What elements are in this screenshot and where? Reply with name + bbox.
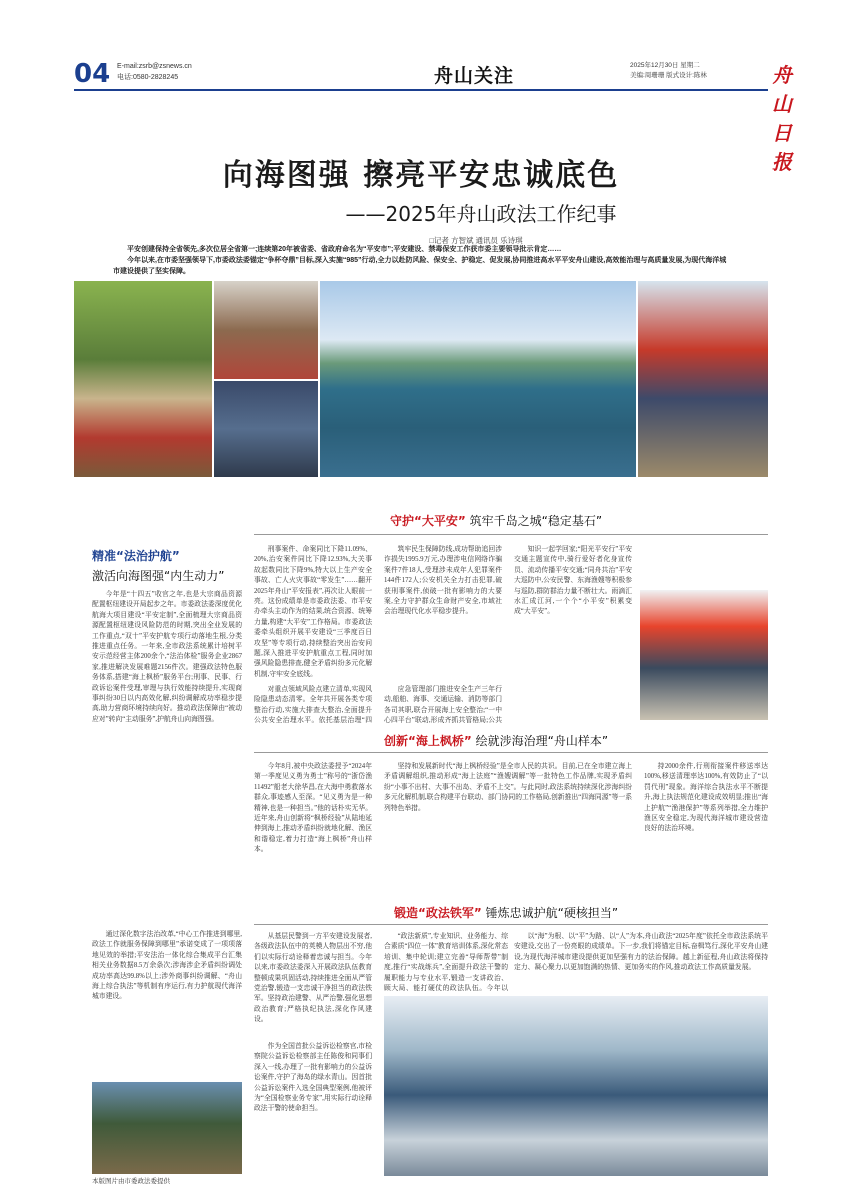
divider xyxy=(254,924,768,925)
column-7 xyxy=(644,762,768,897)
column-10 xyxy=(514,932,768,992)
column-1b xyxy=(92,930,242,1080)
section-title: 舟山关注 xyxy=(434,65,515,87)
photo-drone xyxy=(92,1082,242,1174)
section-heading-4 xyxy=(394,904,618,921)
column-6-text: 坚持和发展新时代“海上枫桥经验”是全市人民的共识。目前,已在全市建立海上矛盾调解组织,推动形成“海上法庭”“渔嫂调解”等一批特色工作品牌,实现矛盾纠纷“小事不出村、大事不出岛、矛盾不上交”。与此同时,政法系统持续深化涉海纠纷多元化解机制,联合构建平台联动、部门协同的工作格局,创新推出“四海同源”等一系列特色举措。 xyxy=(384,763,632,812)
column-1-text: 今年是“十四五”收官之年,也是大宗商品资源配置枢纽建设开局起步之年。市委政法委深度优化航海大项目建设“平安定制”,全面梳理大宗商品资源配置枢纽建设风险防范的时期,突出全业发展的工作重点,“双十”平安护航专项行动落地生根,分类推进重点任务。一年来,全市政法系统累计培树平安示范经营主体200余个,“法治体检”服务企业2867家,推进解决发展难题2156件次。建强政法特色服务体系,搭建“海上枫桥”服务平台;刑事、民事、行政诉讼案件受理,审理与执行效能持续提升,实现商事纠纷30日以内高效化解,纠纷调解成功率稳步提高,助力营商环境持续向好。推动政法保障由“被动应对”转向“主动服务”,护航舟山向海图强。 xyxy=(92,591,242,723)
photo-caption: 本版图片由市委政法委提供 xyxy=(92,1178,170,1185)
column-4 xyxy=(514,545,632,725)
section-3-title: 绘就涉海治理“舟山样本” xyxy=(475,734,609,748)
column-2b-text: 对重点领域风险点建立清单,实现风险隐患动态清零。全年共开展各类专项整治行动,实施大排查大整治,全面提升公共安全治理水平。依托基层治理“四 xyxy=(254,686,372,725)
column-3-text: 筑牢民生保障防线,成功帮助追回涉诈损失1995.9万元,办理涉电信网络诈骗案件7件18人,受理涉未成年人犯罪案件144件172人;公安机关全力打击犯罪,破获刑事案件,侦破一批有影响力的大要案,全力守护群众生命财产安全,市域社会治理现代化水平稳步提升。 xyxy=(384,546,502,616)
column-8-text: 从基层民警到一方平安建设发展者,各级政法队伍中的英模人物层出不穷,他们以实际行动诠释着忠诚与担当。今年以来,市委政法委深入开展政法队伍教育整顿成果巩固活动,持续推进全面从严管党治警,锻造一支忠诚干净担当的政法铁军。坚持政治建警、从严治警,强化思想政治教育;严格执纪执法,深化作风建设。 xyxy=(254,933,372,1024)
issue-date: 2025年12月30日 星期二 xyxy=(630,62,700,69)
photo-workers xyxy=(640,590,768,720)
column-2 xyxy=(254,545,372,685)
column-1b-text: 通过深化数字法治改革,“中心工作推进到哪里,政法工作就服务保障到哪里”承诺变成了一项项落地见效的举措;平安法治一体化综合集成平台汇集相关业务数据8.5万余条次;涉海涉企矛盾纠纷调处成功率高达99.8%以上;涉外商事纠纷调解、“舟山海上综合执法”等机制有序运行,有力护航现代海洋城市建设。 xyxy=(92,931,242,1001)
column-3b xyxy=(384,685,502,725)
column-8 xyxy=(254,932,372,1042)
email: E-mail:zsrb@zsnews.cn xyxy=(117,63,192,70)
column-6 xyxy=(384,762,632,897)
headline-subtitle: ——2025年舟山政法工作纪事 xyxy=(345,202,617,226)
page-number: 04 xyxy=(74,59,111,89)
column-5-text: 今年8月,被中央政法委授予“2024年第一季度见义勇为勇士”称号的“浙岱渔11492”船老大徐华昌,在大海中勇救落水群众,事迹感人至深。“见义勇为是一种精神,也是一种担当。”他的话朴实无华。近年来,舟山创新将“枫桥经验”从陆地延伸到海上,推动矛盾纠纷就地化解、渔区和谐稳定,着力打造“海上枫桥”舟山样本。 xyxy=(254,763,372,854)
lead-line-1: 平安创建保持全省领先,多次位居全省第一;连续第20年被省委、省政府命名为“平安市”;平安建设、禁毒保安工作获市委主要领导批示肯定…… xyxy=(127,246,562,253)
section-2-title: 筑牢千岛之城“稳定基石” xyxy=(469,514,603,528)
issue-meta xyxy=(630,61,707,81)
column-10-text: 以“海”为根、以“平”为路、以“人”为本,舟山政法“2025年度”依托全市政法系统平安建设,交出了一份亮眼的成绩单。下一步,我们将锚定目标,奋楫笃行,深化平安舟山建设,为现代海洋城市建设提供更加坚强有力的法治保障。越上新征程,舟山政法将保持定力、凝心聚力,以更加饱满的热情、更加务实的作风,推动政法工作高质量发展。 xyxy=(514,933,768,972)
byline: □记者 方智斌 通讯员 乐诗琪 xyxy=(429,236,523,245)
main-headline xyxy=(74,150,768,246)
section-heading-2 xyxy=(390,512,602,529)
column-9 xyxy=(384,932,508,992)
section-3-title-red: 创新“海上枫桥” xyxy=(384,734,472,748)
column-1 xyxy=(92,590,242,930)
section-4-title-red: 锻造“政法铁军” xyxy=(394,906,482,920)
lead-line-2: 今年以来,在市委坚强领导下,市委政法委锚定“争杯夺鼎”目标,深入实施“985”行动,全力以赴防风险、保安全、护稳定、促发展,协同推进高水平平安舟山建设,高效能治理与高质量发展,为现代海洋城市建设提供了坚实保障。 xyxy=(113,257,727,275)
column-2-text: 刑事案件、命案同比下降11.09%、20%,治安案件同比下降12.93%,大关事故起数同比下降9%,特大以上生产安全事故、亡人火灾事故“零发生”……翻开2025年舟山“平安报表”,再次让人眼前一亮。这份成绩单是市委政法委、市平安办牵头主动作为的结果,统合资源、统筹力量,构建“大平安”工作格局。市委政法委牵头组织开展平安建设“三季度百日攻坚”等专项行动,持续整治突出治安问题,深入推进平安护航重点工程,同时加强风险隐患排查,健全矛盾纠纷多元化解机制,守牢安全底线。 xyxy=(254,546,372,678)
editors: 美编:周珊珊 版式设计:陈林 xyxy=(630,72,707,79)
section-heading-1 xyxy=(92,547,232,584)
column-8b xyxy=(254,1042,372,1177)
photo-service-hall xyxy=(384,996,768,1176)
photo-collage xyxy=(74,281,768,477)
newspaper-logo: 舟山日报 xyxy=(772,63,792,174)
photo-street-scene xyxy=(74,281,214,477)
photo-community xyxy=(214,281,320,379)
lead-paragraph xyxy=(113,244,729,277)
column-8b-text: 作为全国首批公益诉讼检察官,市检察院公益诉讼检察部主任陈俊和同事们深入一线,办理了一批有影响力的公益诉讼案件,守护了海岛的绿水青山。因首批公益诉讼案件入选全国典型案例,他被评为“全国检察业务专家”,用实际行动诠释政法干警的使命担当。 xyxy=(254,1043,372,1113)
column-3b-text: 应急管理部门推进安全生产三年行动,船舶、海事、交通运输、消防等部门各司其职,联合开展海上安全整治;“一中心四平台”联动,形成齐抓共管格局;公共 xyxy=(384,686,502,725)
column-5 xyxy=(254,762,372,897)
divider xyxy=(254,752,768,753)
section-1-title-red: 精准“法治护航” xyxy=(92,549,180,563)
page-header xyxy=(74,55,792,174)
photo-volunteers xyxy=(638,281,768,477)
section-4-title: 锤炼忠诚护航“硬核担当” xyxy=(485,906,619,920)
phone: 电话:0580-2828245 xyxy=(117,74,179,81)
section-1-title: 激活向海图强“内生动力” xyxy=(92,569,225,583)
photo-harbor-ship xyxy=(320,281,638,477)
section-2-title-red: 守护“大平安” xyxy=(390,514,466,528)
column-3 xyxy=(384,545,502,685)
headline-title: 向海图强 擦亮平安忠诚底色 xyxy=(222,158,620,193)
column-2b xyxy=(254,685,372,725)
section-heading-3 xyxy=(384,732,608,749)
column-7-text: 持2000余件,行刑衔接案件移送率达100%,移送清理率达100%,有效防止了“以罚代刑”现象。海洋综合执法水平不断提升,海上执法规范化建设成效明显;推出“海上护航”“渔港保护”等系列举措,全力维护渔区安全稳定,为现代海洋城市建设营造良好的法治环境。 xyxy=(644,763,768,833)
column-9-text: “政法新质”,专业知识、业务能力、综合素质“四位一体”教育培训体系,深化常态培训、集中轮训;建立完善“导师帮带”制度,推行“实战练兵”,全面提升政法干警的履职能力与专业水平,锻造一支讲政治、顾大局、能打硬仗的政法队伍。今年以 xyxy=(384,933,508,992)
contact-info xyxy=(117,61,192,83)
divider xyxy=(254,534,768,535)
photo-police-team xyxy=(214,379,320,477)
column-4-text: 知识一起学回家;“阳光平安行”平安交通主题宣传中,骑行爱好者化身宣传员、流动传播平安交通;“同舟共治”平安大巡防中,公安民警、东海渔嫂等积极参与巡防,群防群治力量不断壮大。雨滴汇水汇成江河,一个个“小平安”积累变成“大平安”。 xyxy=(514,546,632,616)
